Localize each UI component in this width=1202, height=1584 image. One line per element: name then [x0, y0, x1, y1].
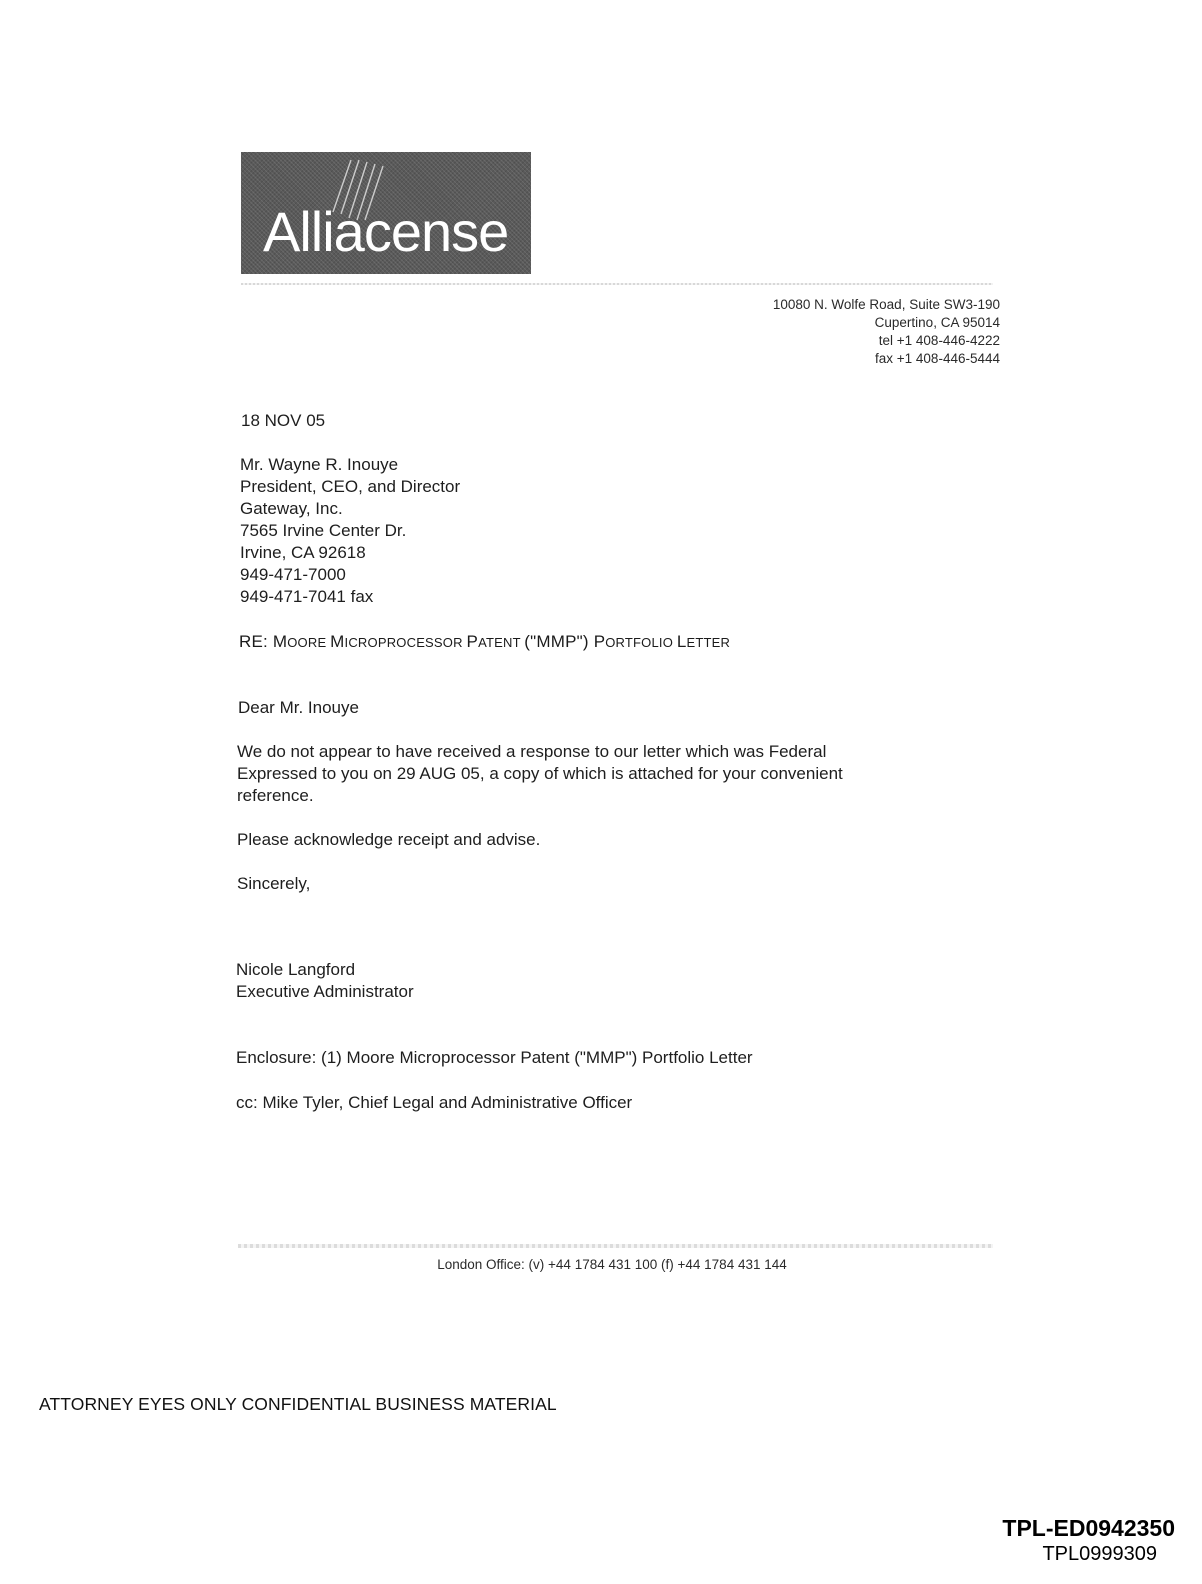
paragraph-line: Expressed to you on 29 AUG 05, a copy of which is attached for your convenient [237, 764, 843, 783]
letterhead-divider [241, 283, 993, 285]
signature-block [236, 959, 414, 1003]
recipient-line: Mr. Wayne R. Inouye [240, 455, 399, 474]
subject-word: PATENT [466, 632, 525, 651]
address-line: fax +1 408-446-5444 [875, 351, 1000, 366]
recipient-line: Gateway, Inc. [240, 499, 343, 518]
bates-number-secondary: TPL0999309 [1042, 1543, 1157, 1565]
closing: Sincerely, [237, 874, 311, 893]
footer-divider [238, 1244, 993, 1248]
letter-date: 18 NOV 05 [241, 411, 326, 430]
logo-wordmark: Alliacense [263, 200, 509, 263]
paragraph-line: reference. [237, 786, 314, 805]
recipient-block [240, 454, 460, 608]
bates-number-primary: TPL-ED0942350 [1002, 1515, 1175, 1541]
recipient-line: 7565 Irvine Center Dr. [240, 521, 407, 540]
subject-word: ("MMP") [524, 632, 594, 651]
address-line: Cupertino, CA 95014 [874, 315, 1000, 330]
cc-line: cc: Mike Tyler, Chief Legal and Administrative Officer [236, 1093, 633, 1112]
subject-line [239, 632, 730, 652]
recipient-line: President, CEO, and Director [240, 477, 461, 496]
london-office-contact: London Office: (v) +44 1784 431 100 (f) +44 1784 431 144 [437, 1257, 787, 1272]
confidentiality-stamp: ATTORNEY EYES ONLY CONFIDENTIAL BUSINESS MATERIAL [39, 1394, 557, 1414]
salutation: Dear Mr. Inouye [238, 698, 359, 717]
paragraph-line: We do not appear to have received a response to our letter which was Federal [237, 742, 827, 761]
body-paragraph-1 [237, 741, 937, 807]
subject-word: LETTER [676, 632, 731, 651]
body-paragraph-2: Please acknowledge receipt and advise. [237, 830, 541, 849]
signer-name: Nicole Langford [236, 960, 356, 979]
enclosure-line: Enclosure: (1) Moore Microprocessor Patent ("MMP") Portfolio Letter [236, 1048, 753, 1067]
subject-word: PORTFOLIO [593, 632, 677, 651]
signer-title: Executive Administrator [236, 982, 414, 1001]
letterhead-address [773, 296, 1000, 368]
address-line: tel +1 408-446-4222 [878, 333, 1000, 348]
subject-word: MICROPROCESSOR [330, 632, 467, 651]
address-line: 10080 N. Wolfe Road, Suite SW3-190 [772, 297, 1000, 312]
subject-word: MOORE [272, 632, 331, 651]
recipient-line: Irvine, CA 92618 [240, 543, 366, 562]
subject-prefix: RE: [239, 632, 273, 651]
recipient-line: 949-471-7000 [240, 565, 346, 584]
recipient-line: 949-471-7041 fax [240, 587, 374, 606]
alliacense-logo [241, 152, 531, 274]
